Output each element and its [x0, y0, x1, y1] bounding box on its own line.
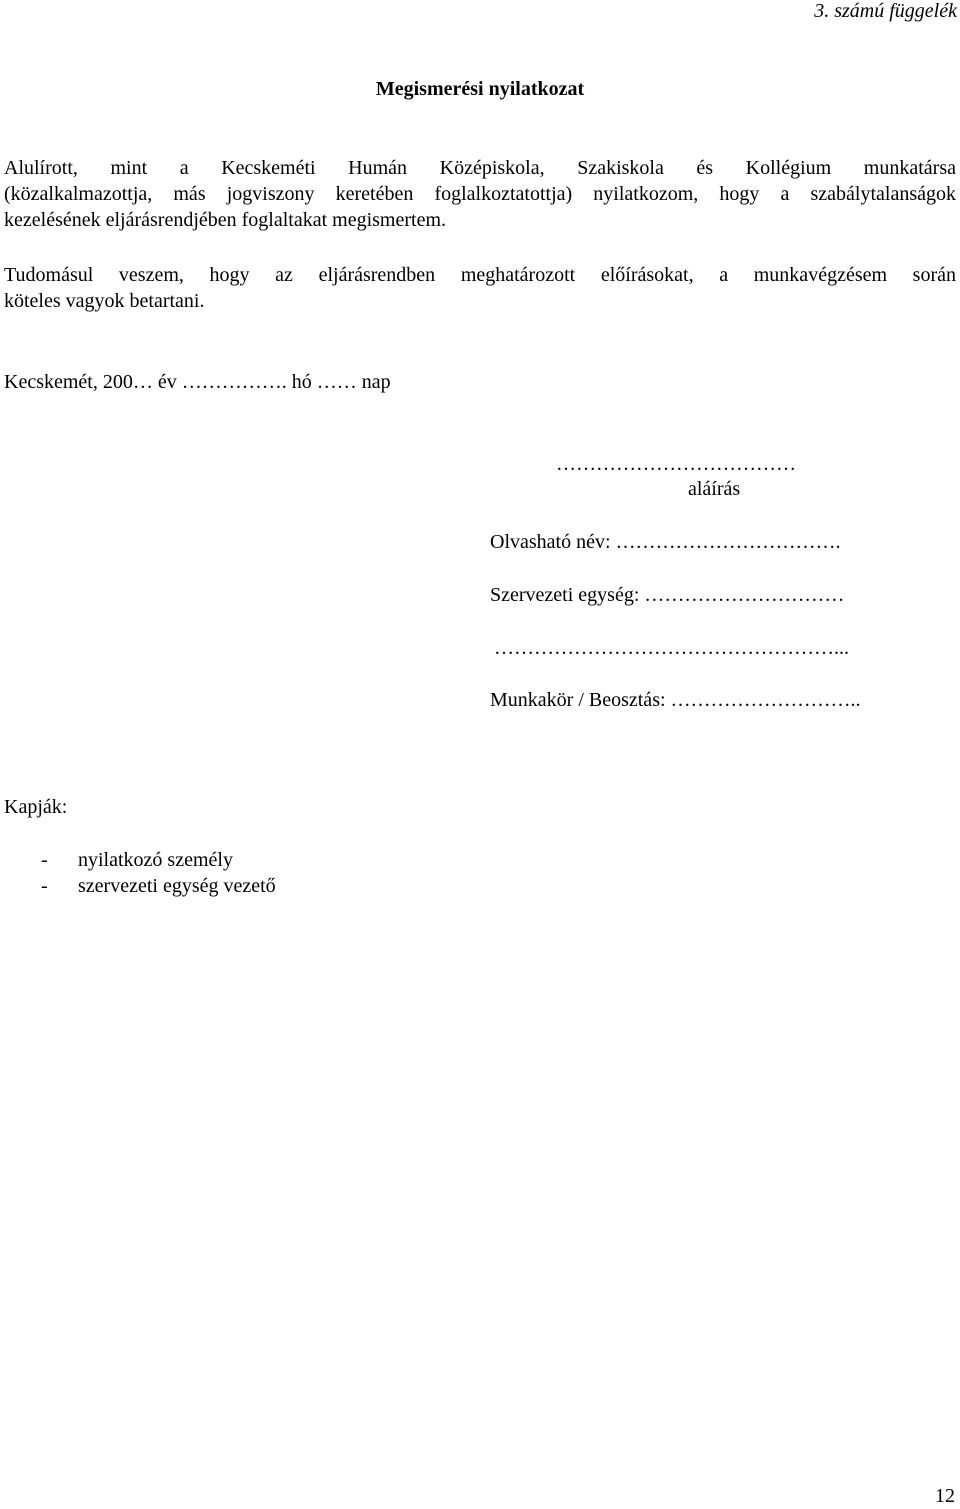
paragraph-line: kezelésének eljárásrendjében foglaltakat megismertem. [4, 209, 447, 231]
declaration-paragraph [4, 155, 956, 233]
paragraph-line: Tudomásul veszem, hogy az eljárásrendben meghatározott előírásokat, a munkavégzésem során [4, 264, 956, 286]
date-line: Kecskemét, 200… év ……………. hó …… nap [4, 371, 391, 393]
recipient-text: nyilatkozó személy [78, 849, 233, 871]
readable-name-field: Olvasható név: ……………………………. [490, 531, 841, 553]
signature-label: aláírás [688, 478, 741, 500]
appendix-label: 3. számú függelék [814, 0, 957, 22]
acknowledgement-paragraph [4, 262, 956, 314]
position-field: Munkakör / Beosztás: ……………………….. [490, 689, 861, 711]
recipient-item [41, 847, 233, 873]
organizational-unit-continuation: ……………………………………………... [494, 637, 849, 659]
paragraph-line: köteles vagyok betartani. [4, 290, 205, 312]
recipient-item [41, 873, 276, 899]
signature-line: ……………………………… [556, 453, 796, 475]
paragraph-line: Alulírott, mint a Kecskeméti Humán Középiskola, Szakiskola és Kollégium munkatársa [4, 157, 956, 179]
page-number: 12 [935, 1485, 955, 1507]
recipient-text: szervezeti egység vezető [78, 875, 276, 897]
list-dash: - [41, 875, 48, 897]
organizational-unit-field: Szervezeti egység: ………………………… [490, 584, 845, 606]
document-title: Megismerési nyilatkozat [375, 78, 585, 100]
paragraph-line: (közalkalmazottja, más jogviszony keretében foglalkoztatottja) nyilatkozom, hogy a szabálytalanságok [4, 183, 956, 205]
list-dash: - [41, 849, 48, 871]
recipients-title: Kapják: [4, 796, 68, 818]
